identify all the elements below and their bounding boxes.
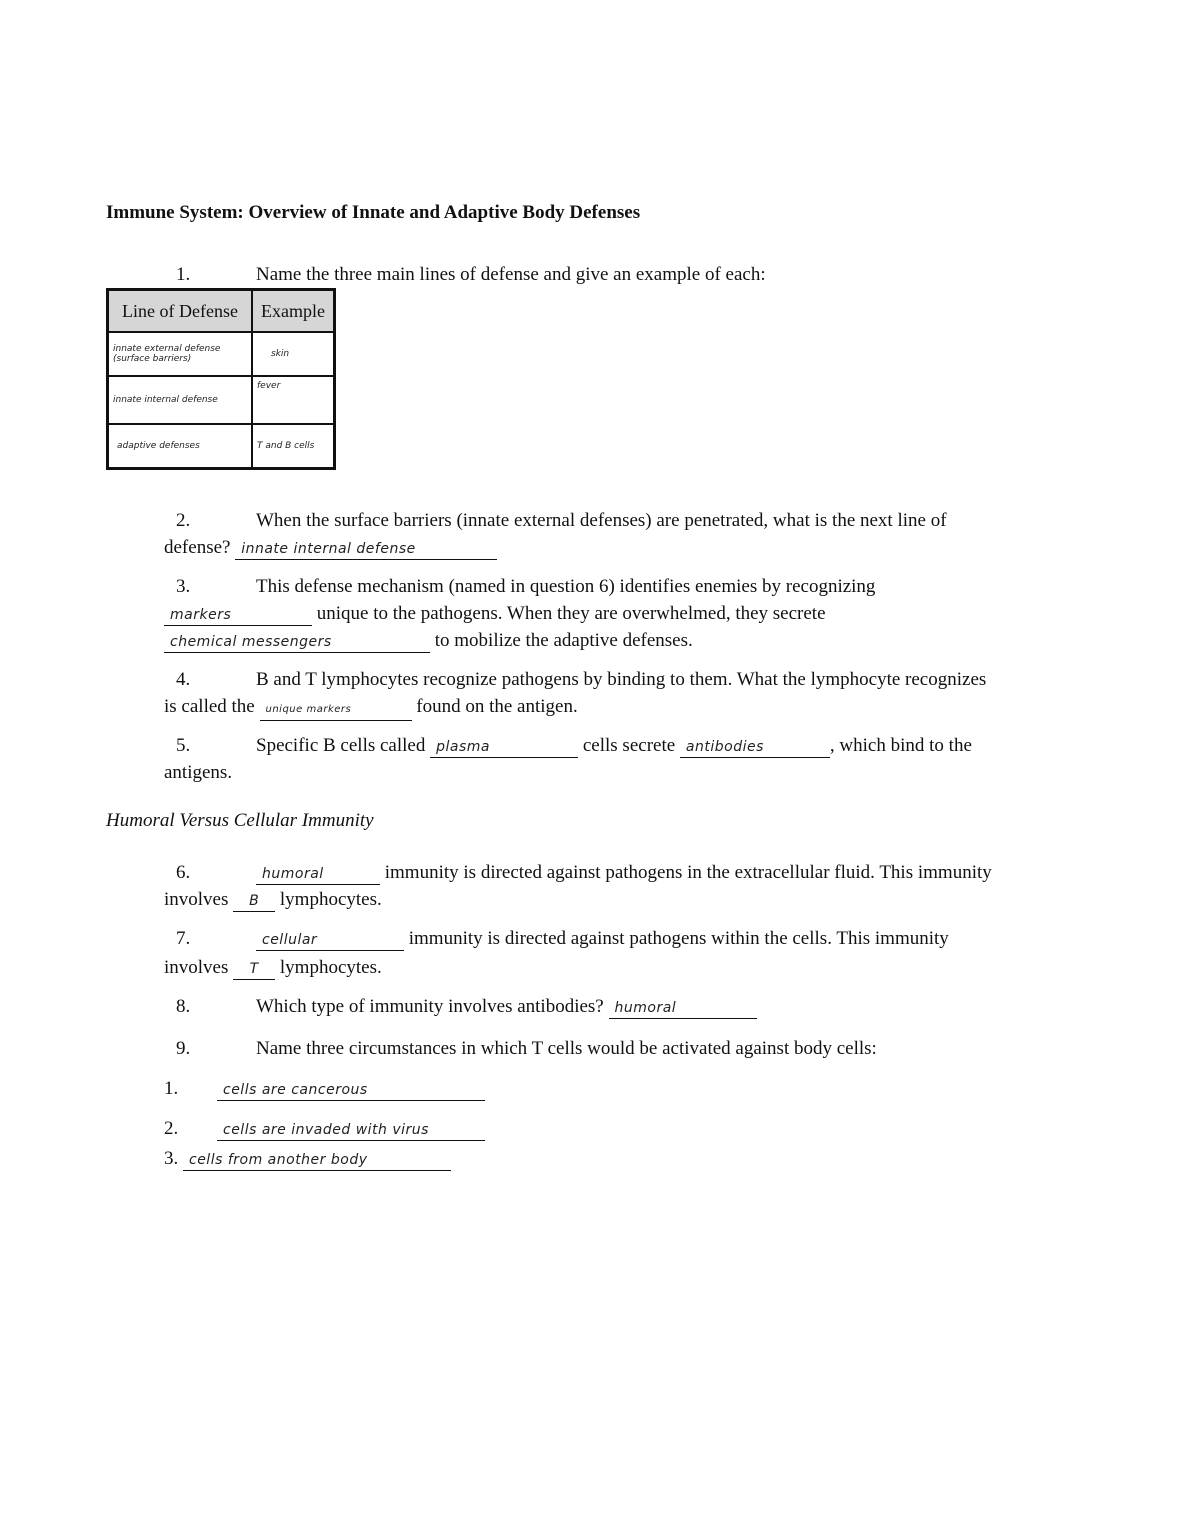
q9-answer3-number: 3. — [164, 1148, 179, 1169]
q2-number: 2. — [176, 510, 191, 531]
q6-text-b: involves — [164, 889, 229, 910]
q9-answer1-number: 1. — [164, 1078, 179, 1099]
q5-text-d: antigens. — [164, 762, 233, 783]
q6-answer1-blank[interactable] — [256, 863, 380, 885]
q6-text-a: immunity is directed against pathogens in the extracellular fluid. This immunity — [384, 862, 992, 883]
q3-answer1-blank[interactable] — [164, 604, 312, 626]
q4-answer-blank[interactable] — [260, 697, 412, 721]
q7-answer1: cellular — [262, 932, 318, 948]
q5-text-c: , which bind to the — [829, 735, 972, 756]
q9-answer1: cells are cancerous — [223, 1082, 368, 1098]
q5-answer2-blank[interactable] — [680, 736, 830, 758]
list-item — [164, 1118, 485, 1141]
table-cell-example[interactable]: skin — [271, 349, 290, 359]
q7-answer2: T — [249, 961, 259, 977]
q7-text-b: involves — [164, 957, 229, 978]
q9-answer1-blank[interactable] — [217, 1079, 485, 1101]
q3-answer2: chemical messengers — [170, 634, 332, 650]
q7-text-c: lymphocytes. — [279, 957, 382, 978]
q6-answer2-blank[interactable] — [233, 890, 275, 912]
table-header-example: Example — [252, 290, 335, 333]
q7-text-a: immunity is directed against pathogens within the cells. This immunity — [408, 928, 949, 949]
q9-text: Name three circumstances in which T cells would be activated against body cells: — [256, 1038, 877, 1059]
q3-text-c: to mobilize the adaptive defenses. — [434, 630, 693, 651]
q4-text-c: found on the antigen. — [416, 696, 578, 717]
table-header-line: Line of Defense — [108, 290, 253, 333]
q7-number: 7. — [176, 928, 191, 949]
q9-answer3: cells from another body — [189, 1152, 368, 1168]
q3-text-b: unique to the pathogens. When they are overwhelmed, they secrete — [316, 603, 826, 624]
table-cell-line[interactable]: adaptive defenses — [117, 441, 200, 451]
table-cell-example[interactable]: T and B cells — [257, 441, 315, 451]
q8-answer-blank[interactable] — [609, 997, 757, 1019]
q6-answer1: humoral — [262, 866, 324, 882]
q9-answer2-blank[interactable] — [217, 1119, 485, 1141]
q3-answer1: markers — [170, 607, 232, 623]
q9-answer2: cells are invaded with virus — [223, 1122, 429, 1138]
q4-number: 4. — [176, 669, 191, 690]
q5-answer2: antibodies — [685, 739, 764, 755]
q7-answer2-blank[interactable] — [233, 958, 275, 980]
q8-number: 8. — [176, 996, 191, 1017]
q4-answer: unique markers — [265, 704, 352, 715]
page-title: Immune System: Overview of Innate and Adaptive Body Defenses — [106, 202, 641, 223]
q5-text-a: Specific B cells called — [256, 735, 426, 756]
q2-answer: innate internal defense — [241, 541, 416, 557]
q9-answer3-blank[interactable] — [183, 1149, 451, 1171]
q2-text-b: defense? — [164, 537, 231, 558]
q4-text-b: is called the — [164, 696, 255, 717]
defense-table — [106, 288, 336, 470]
q9-number: 9. — [176, 1038, 191, 1059]
section-subheading: Humoral Versus Cellular Immunity — [106, 810, 374, 831]
q6-number: 6. — [176, 862, 191, 883]
q1-text: Name the three main lines of defense and give an example of each: — [256, 264, 766, 285]
table-cell-line[interactable]: innate internal defense — [113, 395, 218, 405]
q9-answer2-number: 2. — [164, 1118, 179, 1139]
list-item — [164, 1148, 451, 1171]
table-row — [108, 332, 335, 376]
q8-answer: humoral — [614, 1000, 677, 1016]
table-row — [108, 376, 335, 424]
table-row — [108, 424, 335, 469]
list-item — [164, 1078, 485, 1101]
q3-text-a: This defense mechanism (named in question 6) identifies enemies by recognizing — [256, 576, 876, 597]
q8-text: Which type of immunity involves antibodies? — [256, 996, 604, 1017]
table-cell-line[interactable]: innate external defense (surface barriers) — [113, 344, 221, 364]
q3-answer2-blank[interactable] — [164, 631, 430, 653]
q4-text-a: B and T lymphocytes recognize pathogens by binding to them. What the lymphocyte recognizes — [256, 669, 987, 690]
q7-answer1-blank[interactable] — [256, 929, 404, 951]
q6-text-c: lymphocytes. — [279, 889, 382, 910]
q5-text-b: cells secrete — [582, 735, 676, 756]
q3-number: 3. — [176, 576, 191, 597]
q5-number: 5. — [176, 735, 191, 756]
q2-answer-blank[interactable] — [235, 538, 497, 560]
q5-answer1: plasma — [436, 739, 490, 755]
q6-answer2: B — [249, 893, 260, 909]
q2-text-a: When the surface barriers (innate external defenses) are penetrated, what is the next line of — [256, 510, 947, 531]
q5-answer1-blank[interactable] — [430, 736, 578, 758]
table-cell-example[interactable]: fever — [257, 381, 281, 391]
q1-number: 1. — [176, 264, 191, 285]
